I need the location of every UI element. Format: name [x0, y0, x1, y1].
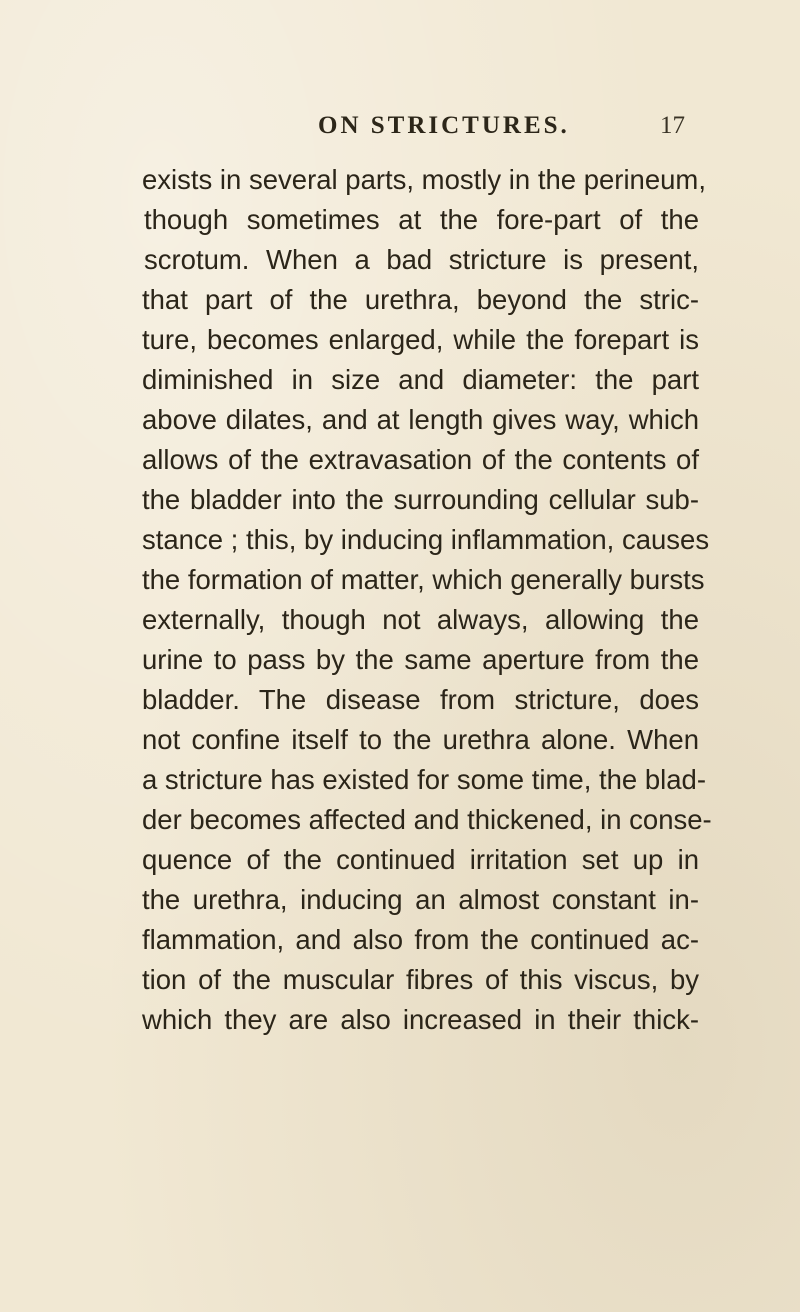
text-line: urine to pass by the same aperture from the — [142, 644, 699, 675]
running-head-title: ON STRICTURES. — [318, 112, 570, 139]
text-line: not confine itself to the urethra alone. When — [142, 724, 699, 755]
text-line: stance ; this, by inducing inflammation, causes — [142, 524, 710, 555]
text-line: ture, becomes enlarged, while the forepart is — [142, 324, 699, 355]
text-line: a stricture has existed for some time, the blad- — [142, 764, 706, 795]
text-line: quence of the continued irritation set up in — [142, 844, 699, 875]
text-line: externally, though not always, allowing the — [142, 604, 699, 635]
text-line: which they are also increased in their thick- — [142, 1004, 699, 1035]
text-line: exists in several parts, mostly in the perineum, — [142, 164, 706, 195]
text-line: the formation of matter, which generally bursts — [142, 564, 705, 595]
text-line: bladder. The disease from stricture, does — [142, 684, 699, 715]
text-line: flammation, and also from the continued ac- — [142, 924, 699, 955]
text-line: diminished in size and diameter: the part — [142, 364, 699, 395]
text-line: that part of the urethra, beyond the stric- — [142, 284, 699, 315]
text-line: scrotum. When a bad stricture is present, — [144, 244, 699, 275]
text-line: the urethra, inducing an almost constant in- — [142, 884, 699, 915]
text-line: allows of the extravasation of the contents of — [142, 444, 699, 475]
text-line: der becomes affected and thickened, in conse- — [142, 804, 712, 835]
text-line: tion of the muscular fibres of this viscus, by — [142, 964, 699, 995]
text-line: above dilates, and at length gives way, which — [142, 404, 699, 435]
page-number: 17 — [660, 112, 685, 139]
running-head — [0, 112, 800, 152]
text-line: though sometimes at the fore-part of the — [144, 204, 699, 235]
text-line: the bladder into the surrounding cellular sub- — [142, 484, 699, 515]
